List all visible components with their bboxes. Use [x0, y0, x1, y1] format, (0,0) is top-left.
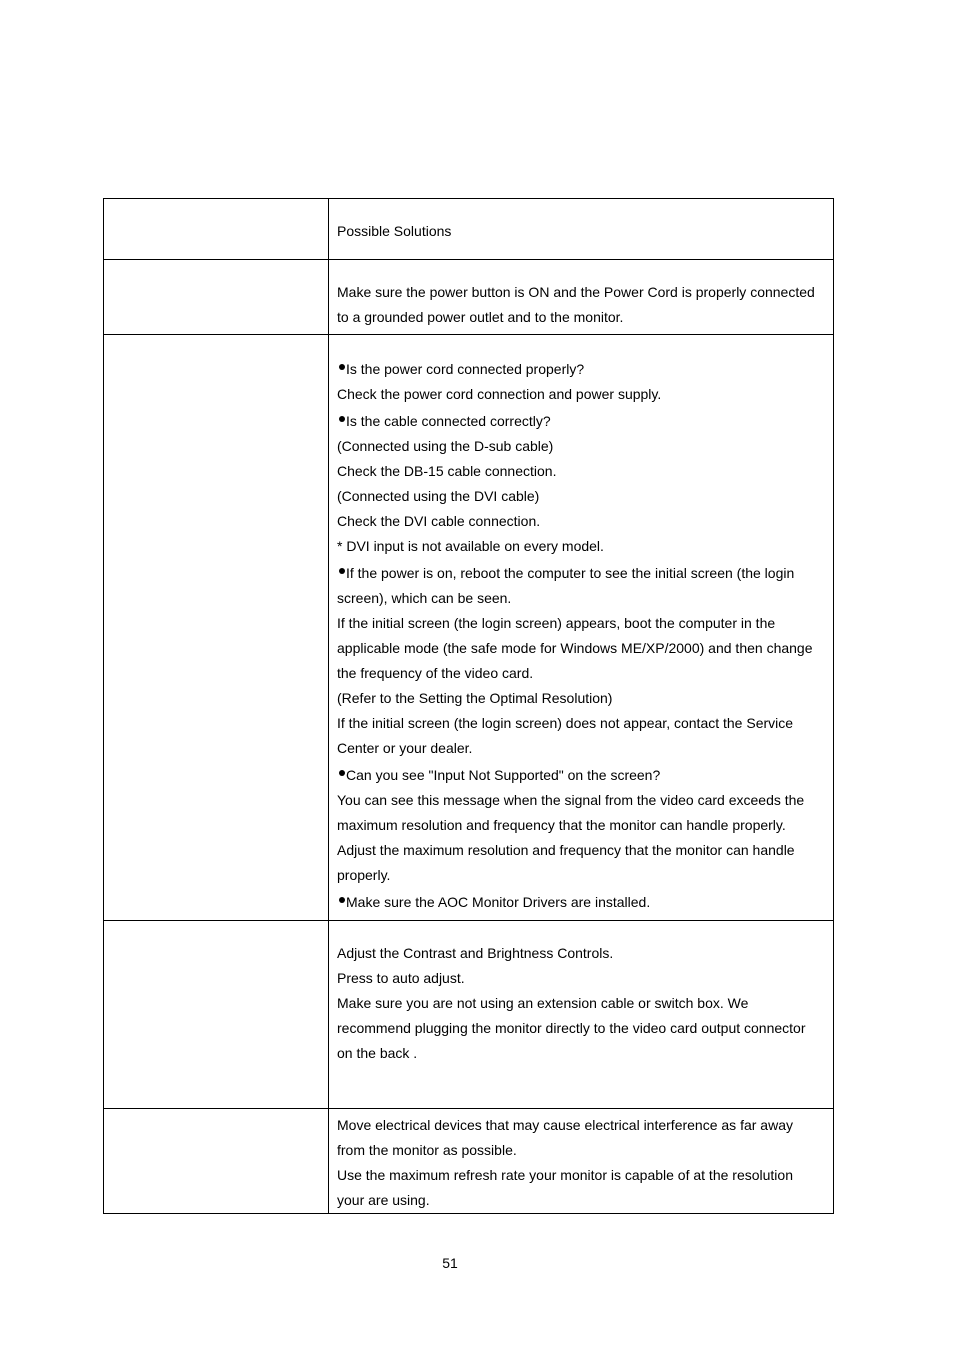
solution-line: Make sure you are not using an extension cable or switch box. We: [337, 995, 749, 1011]
header-problem-cell: [104, 199, 329, 260]
solution-line: recommend plugging the monitor directly to the video card output connector: [337, 1020, 806, 1036]
solution-line: Press to auto adjust.: [337, 970, 465, 986]
bullet-text: If the power is on, reboot the computer to see the initial screen (the login: [346, 565, 795, 581]
solution-line: Check the DVI cable connection.: [337, 513, 541, 529]
bullet-icon: [339, 364, 345, 370]
solution-cell: [329, 1109, 834, 1214]
problem-cell: [104, 260, 329, 335]
table-row: [104, 921, 834, 1109]
solution-line: You can see this message when the signal from the video card exceeds the: [337, 792, 805, 808]
solution-line: from the monitor as possible.: [337, 1142, 517, 1158]
page-number: 51: [442, 1255, 458, 1271]
table-row: [104, 335, 834, 921]
solution-line: Make sure the power button is ON and the Power Cord is properly connected: [337, 284, 815, 300]
solution-line: your are using.: [337, 1192, 430, 1208]
solution-line: to a grounded power outlet and to the monitor.: [337, 309, 624, 325]
solution-line: If the initial screen (the login screen) does not appear, contact the Service: [337, 715, 794, 731]
bullet-icon: [339, 897, 345, 903]
solution-line: Adjust the maximum resolution and frequency that the monitor can handle: [337, 842, 795, 858]
solution-line: on the back .: [337, 1045, 418, 1061]
solution-line: Adjust the Contrast and Brightness Controls.: [337, 945, 614, 961]
bullet-item: [337, 890, 827, 915]
bullet-item: [337, 561, 827, 586]
solution-line: Center or your dealer.: [337, 740, 473, 756]
header-solution-label: Possible Solutions: [337, 223, 452, 239]
bullet-item: [337, 409, 827, 434]
solution-cell: [329, 335, 834, 921]
solution-line: Use the maximum refresh rate your monitor is capable of at the resolution: [337, 1167, 793, 1183]
table-header-row: [104, 199, 834, 260]
solution-line: (Refer to the Setting the Optimal Resolution): [337, 690, 613, 706]
problem-cell: [104, 335, 329, 921]
bullet-icon: [339, 416, 345, 422]
bullet-text: Can you see "Input Not Supported" on the screen?: [346, 767, 661, 783]
bullet-text: Make sure the AOC Monitor Drivers are installed.: [346, 894, 651, 910]
troubleshooting-table: [103, 198, 834, 1214]
bullet-icon: [339, 568, 345, 574]
bullet-text: Is the power cord connected properly?: [346, 361, 585, 377]
problem-cell: [104, 1109, 329, 1214]
solution-line: maximum resolution and frequency that the monitor can handle properly.: [337, 817, 786, 833]
solution-line: If the initial screen (the login screen) appears, boot the computer in the: [337, 615, 776, 631]
bullet-icon: [339, 770, 345, 776]
solution-line: applicable mode (the safe mode for Windows ME/XP/2000) and then change: [337, 640, 813, 656]
solution-line: Move electrical devices that may cause electrical interference as far away: [337, 1117, 793, 1133]
solution-line: (Connected using the D-sub cable): [337, 438, 554, 454]
solution-line: the frequency of the video card.: [337, 665, 534, 681]
solution-cell: [329, 921, 834, 1109]
solution-cell: [329, 260, 834, 335]
problem-cell: [104, 921, 329, 1109]
table-row: [104, 260, 834, 335]
solution-line: (Connected using the DVI cable): [337, 488, 540, 504]
solution-line: Check the DB-15 cable connection.: [337, 463, 557, 479]
solution-line: properly.: [337, 867, 391, 883]
bullet-item: [337, 357, 827, 382]
solution-line: Check the power cord connection and power supply.: [337, 386, 662, 402]
header-solution-cell: [329, 199, 834, 260]
solution-line: * DVI input is not available on every model.: [337, 538, 604, 554]
bullet-item: [337, 763, 827, 788]
bullet-text: Is the cable connected correctly?: [346, 413, 551, 429]
solution-line: screen), which can be seen.: [337, 590, 512, 606]
table-row: [104, 1109, 834, 1214]
